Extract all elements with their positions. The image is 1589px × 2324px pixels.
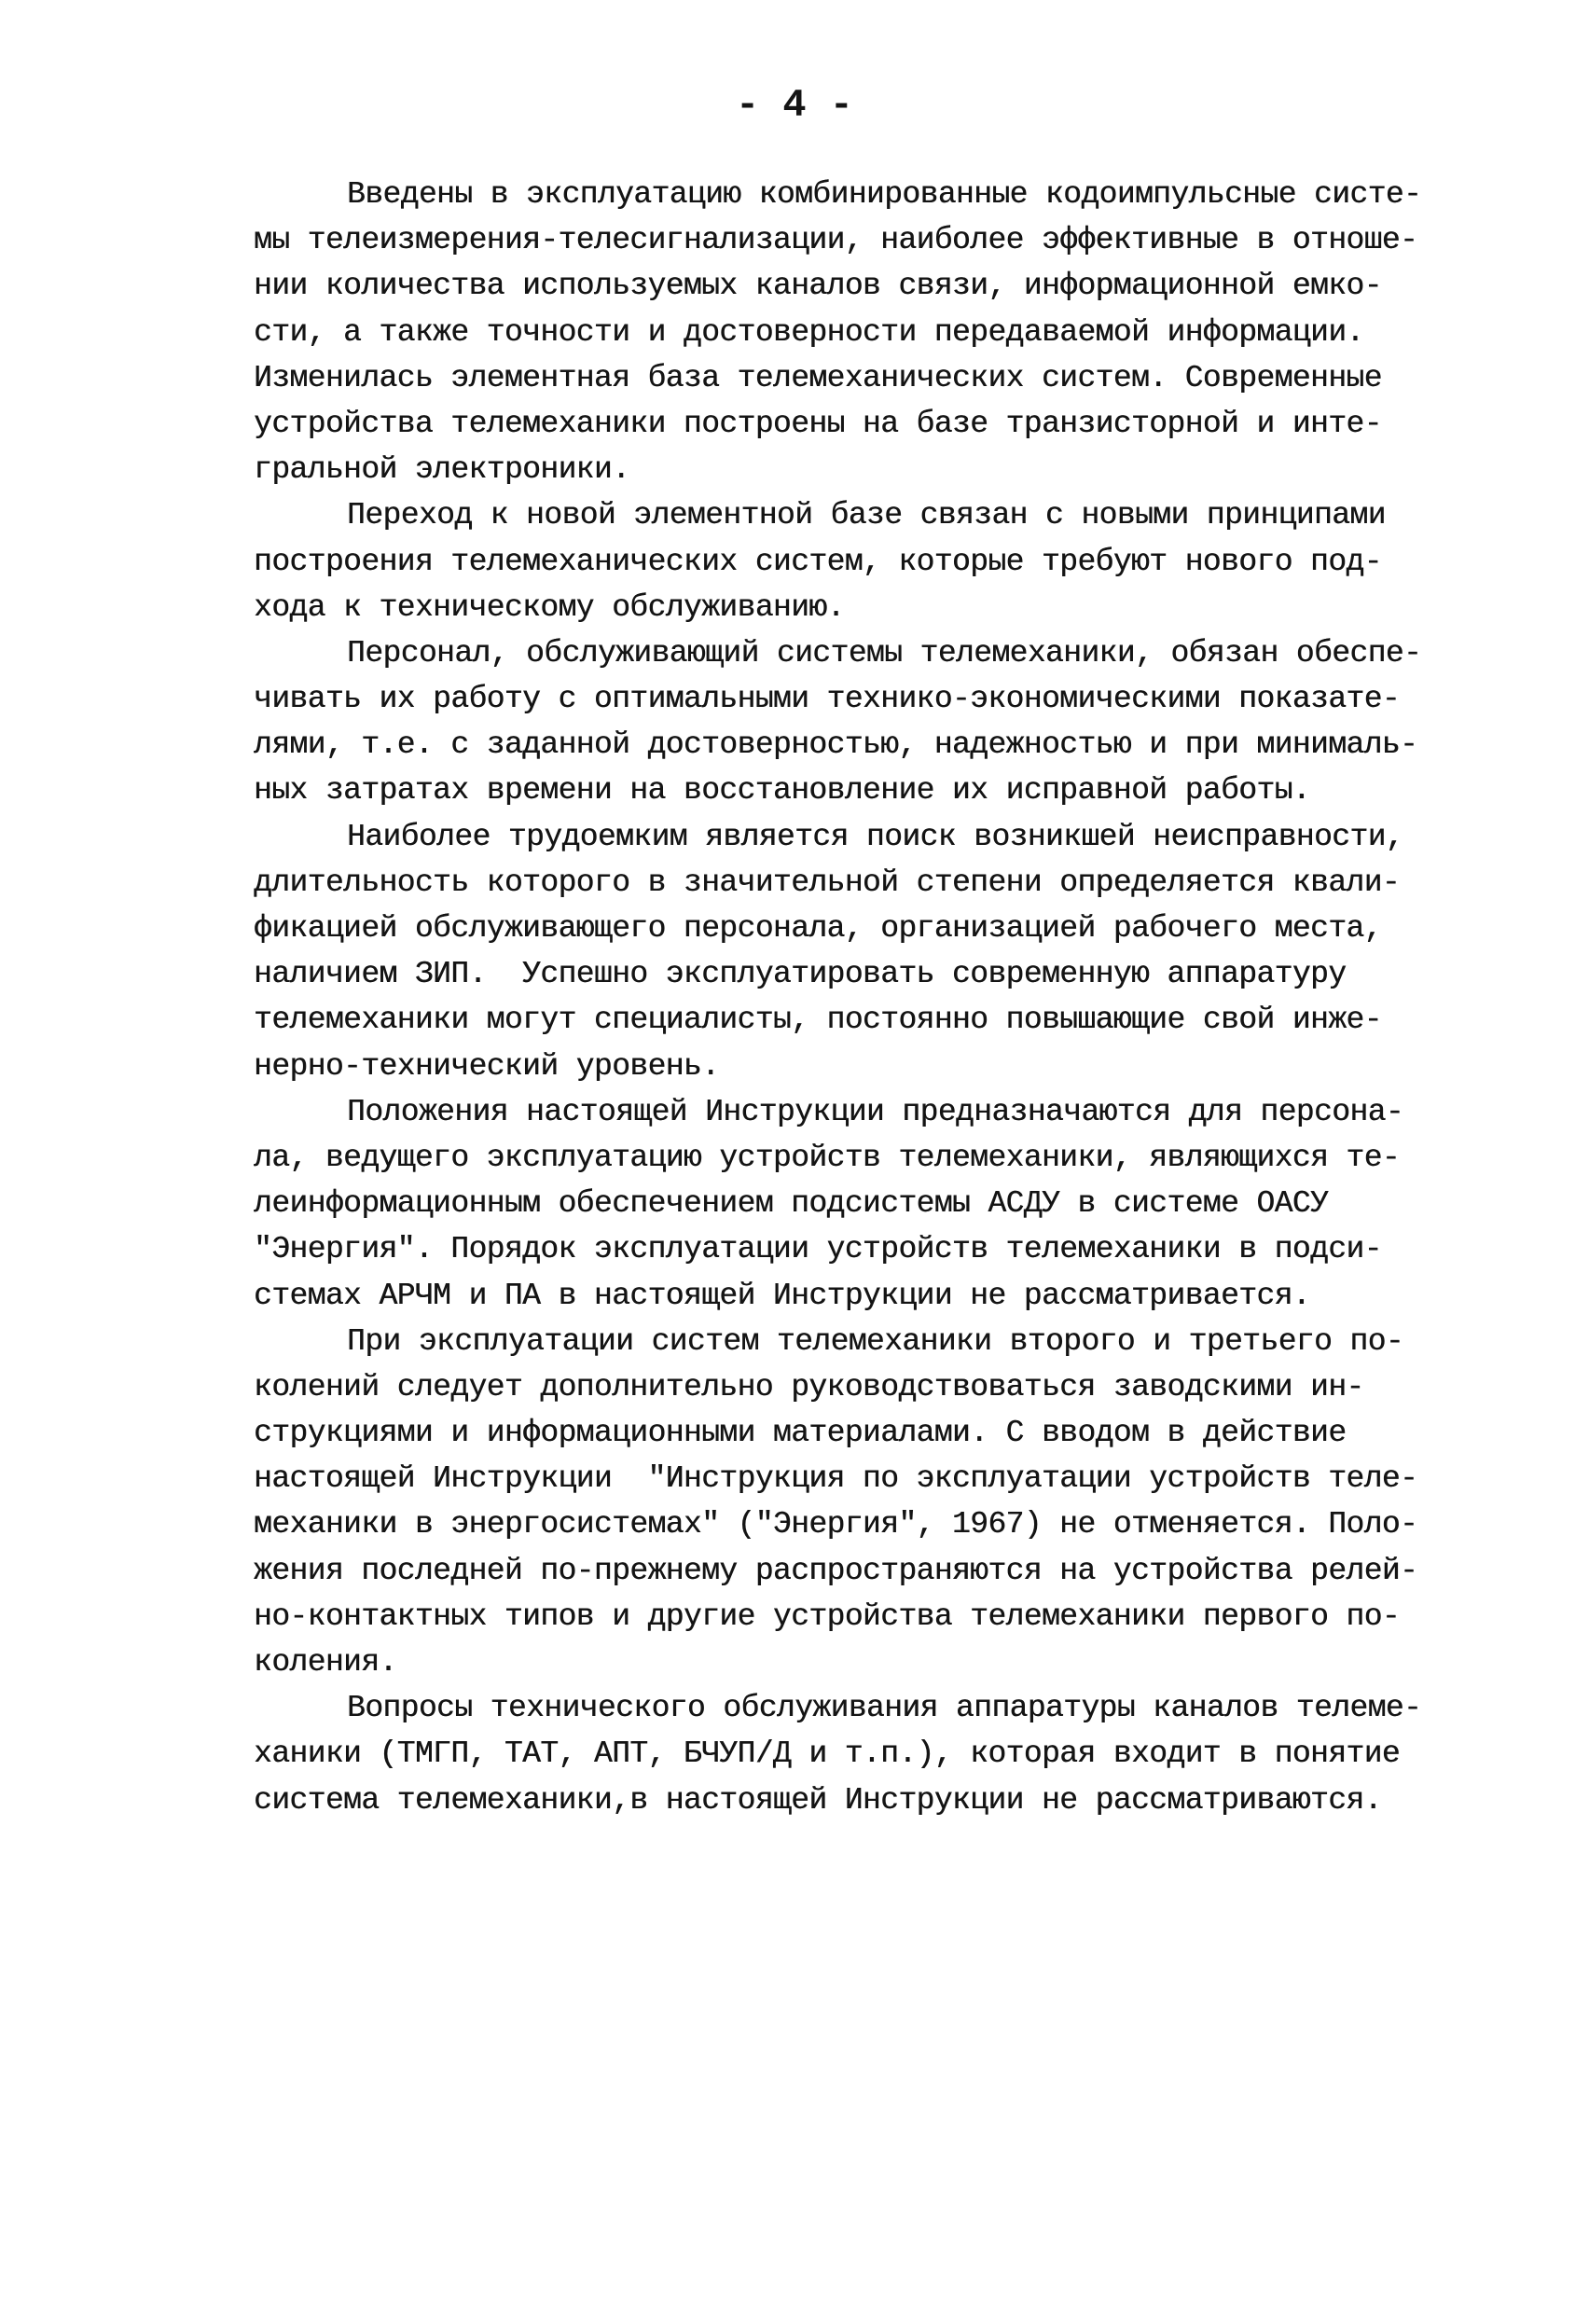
text-line: "Энергия". Порядок эксплуатации устройств телемеханики в подси- bbox=[254, 1232, 1382, 1267]
text-line: телемеханики могут специалисты, постоянно повышающие свой инже- bbox=[254, 1003, 1382, 1038]
text-line: настоящей Инструкции "Инструкция по эксплуатации устройств теле- bbox=[254, 1461, 1418, 1497]
text-line: фикацией обслуживающего персонала, организацией рабочего места, bbox=[254, 911, 1382, 946]
text-line: При эксплуатации систем телемеханики второго и третьего по- bbox=[347, 1323, 1403, 1359]
text-line: коления. bbox=[254, 1645, 397, 1680]
text-line: хода к техническому обслуживанию. bbox=[254, 589, 845, 625]
text-line: Введены в эксплуатацию комбинированные кодоимпульсные систе- bbox=[347, 177, 1422, 212]
text-line: построения телемеханических систем, которые требуют нового под- bbox=[254, 544, 1382, 579]
body-text bbox=[254, 172, 1522, 1823]
text-line: Положения настоящей Инструкции предназначаются для персона- bbox=[347, 1094, 1403, 1129]
text-line: длительность которого в значительной степени определяется квали- bbox=[254, 865, 1401, 900]
text-line: но-контактных типов и другие устройства телемеханики первого по- bbox=[254, 1598, 1401, 1634]
text-line: чивать их работу с оптимальными технико-экономическими показате- bbox=[254, 682, 1401, 717]
text-line: жения последней по-прежнему распространяются на устройства релей- bbox=[254, 1553, 1418, 1588]
text-line: Вопросы технического обслуживания аппаратуры каналов телеме- bbox=[347, 1691, 1422, 1726]
text-line: механики в энергосистемах" ("Энергия", 1967) не отменяется. Поло- bbox=[254, 1507, 1418, 1542]
text-line: струкциями и информационными материалами. С вводом в действие bbox=[254, 1416, 1347, 1451]
text-line: лями, т.е. с заданной достоверностью, надежностью и при минималь- bbox=[254, 727, 1418, 763]
text-line: ных затратах времени на восстановление их исправной работы. bbox=[254, 773, 1310, 809]
text-line: наличием ЗИП. Успешно эксплуатировать современную аппаратуру bbox=[254, 957, 1347, 992]
text-line: устройства телемеханики построены на базе транзисторной и инте- bbox=[254, 406, 1382, 441]
text-line: колений следует дополнительно руководствоваться заводскими ин- bbox=[254, 1369, 1364, 1404]
text-line: мы телеизмерения-телесигнализации, наиболее эффективные в отноше- bbox=[254, 223, 1418, 258]
text-line: Наиболее трудоемким является поиск возникшей неисправности, bbox=[347, 819, 1403, 854]
text-line: стемах АРЧМ и ПА в настоящей Инструкции не рассматривается. bbox=[254, 1278, 1310, 1313]
text-line: нии количества используемых каналов связи, информационной емко- bbox=[254, 269, 1382, 304]
page-number: - 4 - bbox=[735, 83, 854, 128]
text-line: ла, ведущего эксплуатацию устройств телемеханики, являющихся те- bbox=[254, 1140, 1401, 1175]
text-line: нерно-технический уровень. bbox=[254, 1048, 720, 1084]
text-line: сти, а также точности и достоверности передаваемой информации. bbox=[254, 314, 1364, 350]
text-line: Переход к новой элементной базе связан с новыми принципами bbox=[347, 498, 1386, 533]
text-line: ханики (ТМГП, ТАТ, АПТ, БЧУП/Д и т.п.), которая входит в понятие bbox=[254, 1736, 1401, 1772]
text-line: леинформационным обеспечением подсистемы АСДУ в системе ОАСУ bbox=[254, 1186, 1329, 1222]
text-line: Персонал, обслуживающий системы телемеханики, обязан обеспе- bbox=[347, 635, 1422, 671]
text-line: Изменилась элементная база телемеханических систем. Современные bbox=[254, 360, 1382, 395]
text-line: система телемеханики,в настоящей Инструкции не рассматриваются. bbox=[254, 1782, 1382, 1818]
text-line: гральной электроники. bbox=[254, 452, 630, 488]
